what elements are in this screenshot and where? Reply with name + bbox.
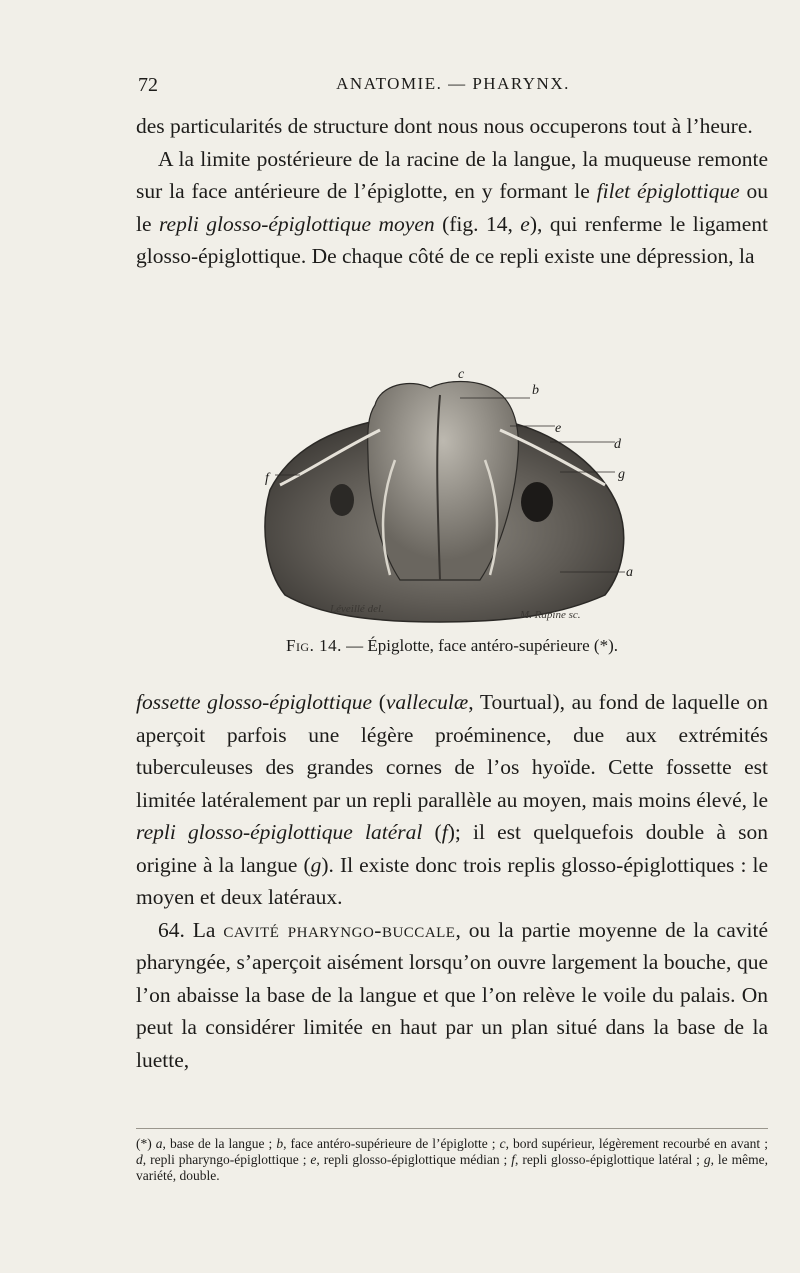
paragraph-vallecula — [136, 686, 768, 1076]
engraver-signature-right: M. Rapine sc. — [520, 609, 581, 621]
running-head — [138, 74, 768, 100]
figure-number: Fig. 14. — [285, 636, 342, 655]
figure-label-d: d — [614, 437, 621, 452]
footnote: (*) a, base de la langue ; b, face antéro-supérieure de l’épiglotte ; c, bord supérieur, légèrement recourbé en avant ; d, repli pharyngo-épiglottique ; e, repli glosso-épiglottique médian ; f, repli glosso-épiglottique latéral ; g, le même, variété, double. — [136, 1136, 768, 1183]
epiglottis-engraving — [230, 360, 650, 650]
figure-epiglottis — [230, 360, 650, 650]
engraver-signature-left: Léveillé del. — [330, 603, 384, 615]
figure-label-a: a — [626, 565, 633, 580]
figure-caption: Fig. 14. — Épiglotte, face antéro-supérieure (*). — [285, 636, 618, 655]
figure-label-b: b — [532, 383, 539, 398]
paragraph-intro — [136, 110, 768, 273]
paragraph-vallecula-text: fossette glosso-épiglottique (valleculæ, Tourtual), au fond de laquelle on aperçoit parfois une légère proéminence, due aux extrémités tuberculeuses des grandes cornes de l’os hyoïde. Cette fossette est limitée latéralement par un repli parallèle au moyen, mais moins élevé, le repli glosso-épiglottique latéral (f); il est quelquefois double à son origine à la langue (g). Il existe donc trois replis glosso-épiglottiques : le moyen et deux latéraux. — [136, 690, 768, 909]
section-number: 64. — [158, 917, 185, 942]
page-number: 72 — [138, 74, 158, 96]
paragraph-pharyngo-buccal: 64. La cavité pharyngo-buccale, ou la partie moyenne de la cavité pharyngée, s’aperçoit aisément lorsqu’on ouvre largement la bouche, que l’on abaisse la base de la langue et que l’on relève le voile du palais. On peut la considérer limitée en haut par un plan situé dans la base de la luette, — [136, 917, 768, 1072]
paragraph-line: des particularités de structure dont nous nous occuperons tout à l’heure. — [136, 114, 753, 138]
figure-label-e: e — [555, 421, 562, 436]
running-title: ANATOMIE. — PHARYNX. — [336, 74, 570, 93]
figure-label-f: f — [265, 471, 269, 486]
figure-label-c: c — [458, 367, 465, 382]
footnote-rule — [136, 1128, 768, 1129]
figure-label-g: g — [618, 467, 625, 482]
paragraph-epiglottic-fold: A la limite postérieure de la racine de la langue, la muqueuse remonte sur la face antérieure de l’épiglotte, en y formant le filet épiglottique ou le repli glosso-épiglottique moyen (fig. 14, e), qui renferme le ligament glosso-épiglottique. De chaque côté de ce repli existe une dépression, la — [136, 146, 769, 268]
